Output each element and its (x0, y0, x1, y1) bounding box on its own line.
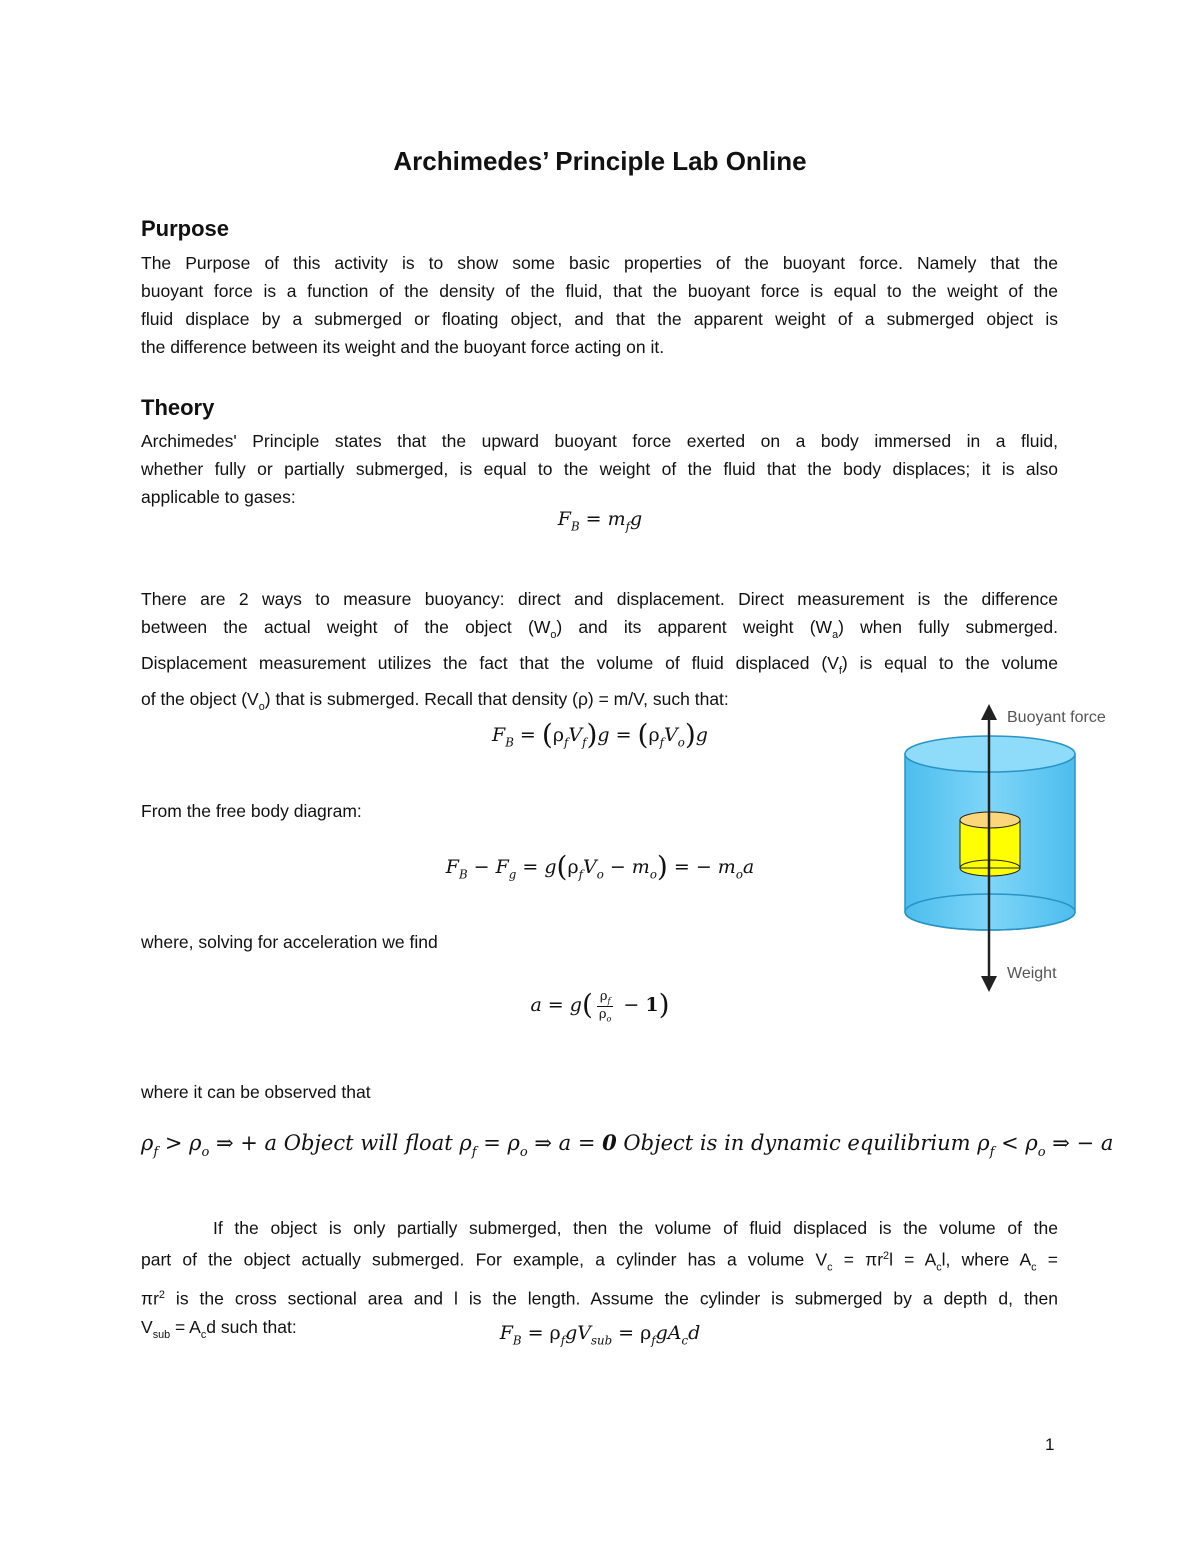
partial-line: part of the object actually submerged. For example, a cylinder has a volume $V_c = \pi r^2l = A_cl$, where $A_c$ = (141, 1249, 1058, 1274)
page-title: Archimedes’ Principle Lab Online (393, 146, 807, 176)
buoyant-arrow-icon (981, 704, 997, 720)
purpose-line: buoyant force is a function of the density of the fluid, that the buoyant force is equal to the weight of the (141, 281, 1058, 301)
equation-partial-buoyancy: $F_B = \rho_fgV_{sub} = \rho_fgA_cd$ (499, 1322, 701, 1348)
equation-net-force: $F_B - F_g = g(\rho_fV_o - m_o)$ = − $m_oa$ (445, 850, 755, 883)
purpose-line: fluid displace by a submerged or floating object, and that the apparent weight of a submerged object is (141, 309, 1058, 329)
weight-arrow-icon (981, 976, 997, 992)
equation-acceleration: a = g( $\frac{\rho_f}{\rho_o}$ − 1) (530, 988, 670, 1024)
measurement-line: Displacement measurement utilizes the fact that the volume of fluid displaced $(V_f)$ is equal to the volume (141, 652, 1058, 677)
purpose-paragraph (141, 249, 1058, 361)
acceleration-text: where, solving for acceleration we find (141, 932, 438, 952)
fbd-text: From the free body diagram: (141, 801, 362, 821)
theory-line: applicable to gases: (141, 487, 296, 507)
measurement-line: between the actual weight of the object $(W_o)$ and its apparent weight $(W_a)$ when fully submerged. (141, 617, 1058, 641)
partial-line: If the object is only partially submerged, then the volume of fluid displaced is the volume of the (213, 1218, 1058, 1238)
page-number: 1 (1045, 1435, 1055, 1454)
theory-heading: Theory (141, 395, 215, 420)
buoyant-force-label: Buoyant force (1007, 709, 1106, 726)
purpose-line: the difference between its weight and the buoyant force acting on it. (141, 337, 665, 357)
measurement-line: of the object $(V_o)$ that is submerged. Recall that density (ρ) = m/V, such that: (141, 688, 729, 713)
theory-paragraph (141, 427, 1058, 511)
condition-equilibrium: Object is in dynamic equilibrium (623, 1131, 971, 1155)
theory-line: whether fully or partially submerged, is equal to the weight of the fluid that the body displaces; it is also (141, 459, 1058, 479)
purpose-heading: Purpose (141, 216, 230, 241)
observe-text: where it can be observed that (141, 1082, 371, 1102)
free-body-diagram (885, 702, 1125, 996)
partial-line: $\pi r^2$ is the cross sectional area and l is the length. Assume the cylinder is submerged by a depth d, then (141, 1288, 1058, 1309)
equation-buoyant-force: $F_B = m_fg$ (557, 508, 643, 534)
purpose-line: The Purpose of this activity is to show some basic properties of the buoyant force. Namely that the (141, 253, 1058, 273)
weight-label: Weight (1007, 965, 1057, 982)
theory-line: Archimedes' Principle states that the upward buoyant force exerted on a body immersed in a fluid, (141, 431, 1058, 451)
partial-line: $V_{sub} = A_cd$ such that: (141, 1316, 297, 1341)
condition-float: Object will float (283, 1131, 453, 1155)
measurement-line: There are 2 ways to measure buoyancy: direct and displacement. Direct measurement is the difference (141, 589, 1058, 609)
equation-conditions: $\rho_f > \rho_o$ ⇒ + a Object will float $\rho_f = \rho_o$ ⇒ a = 0 Object is in dynamic equilibrium $\rho_f < \rho_o$ ⇒ − a (141, 1130, 1114, 1160)
equation-density-volume: $F_B = (\rho_fV_f)g = (\rho_fV_o)g$ (492, 718, 708, 751)
measurement-paragraph (141, 585, 1058, 721)
